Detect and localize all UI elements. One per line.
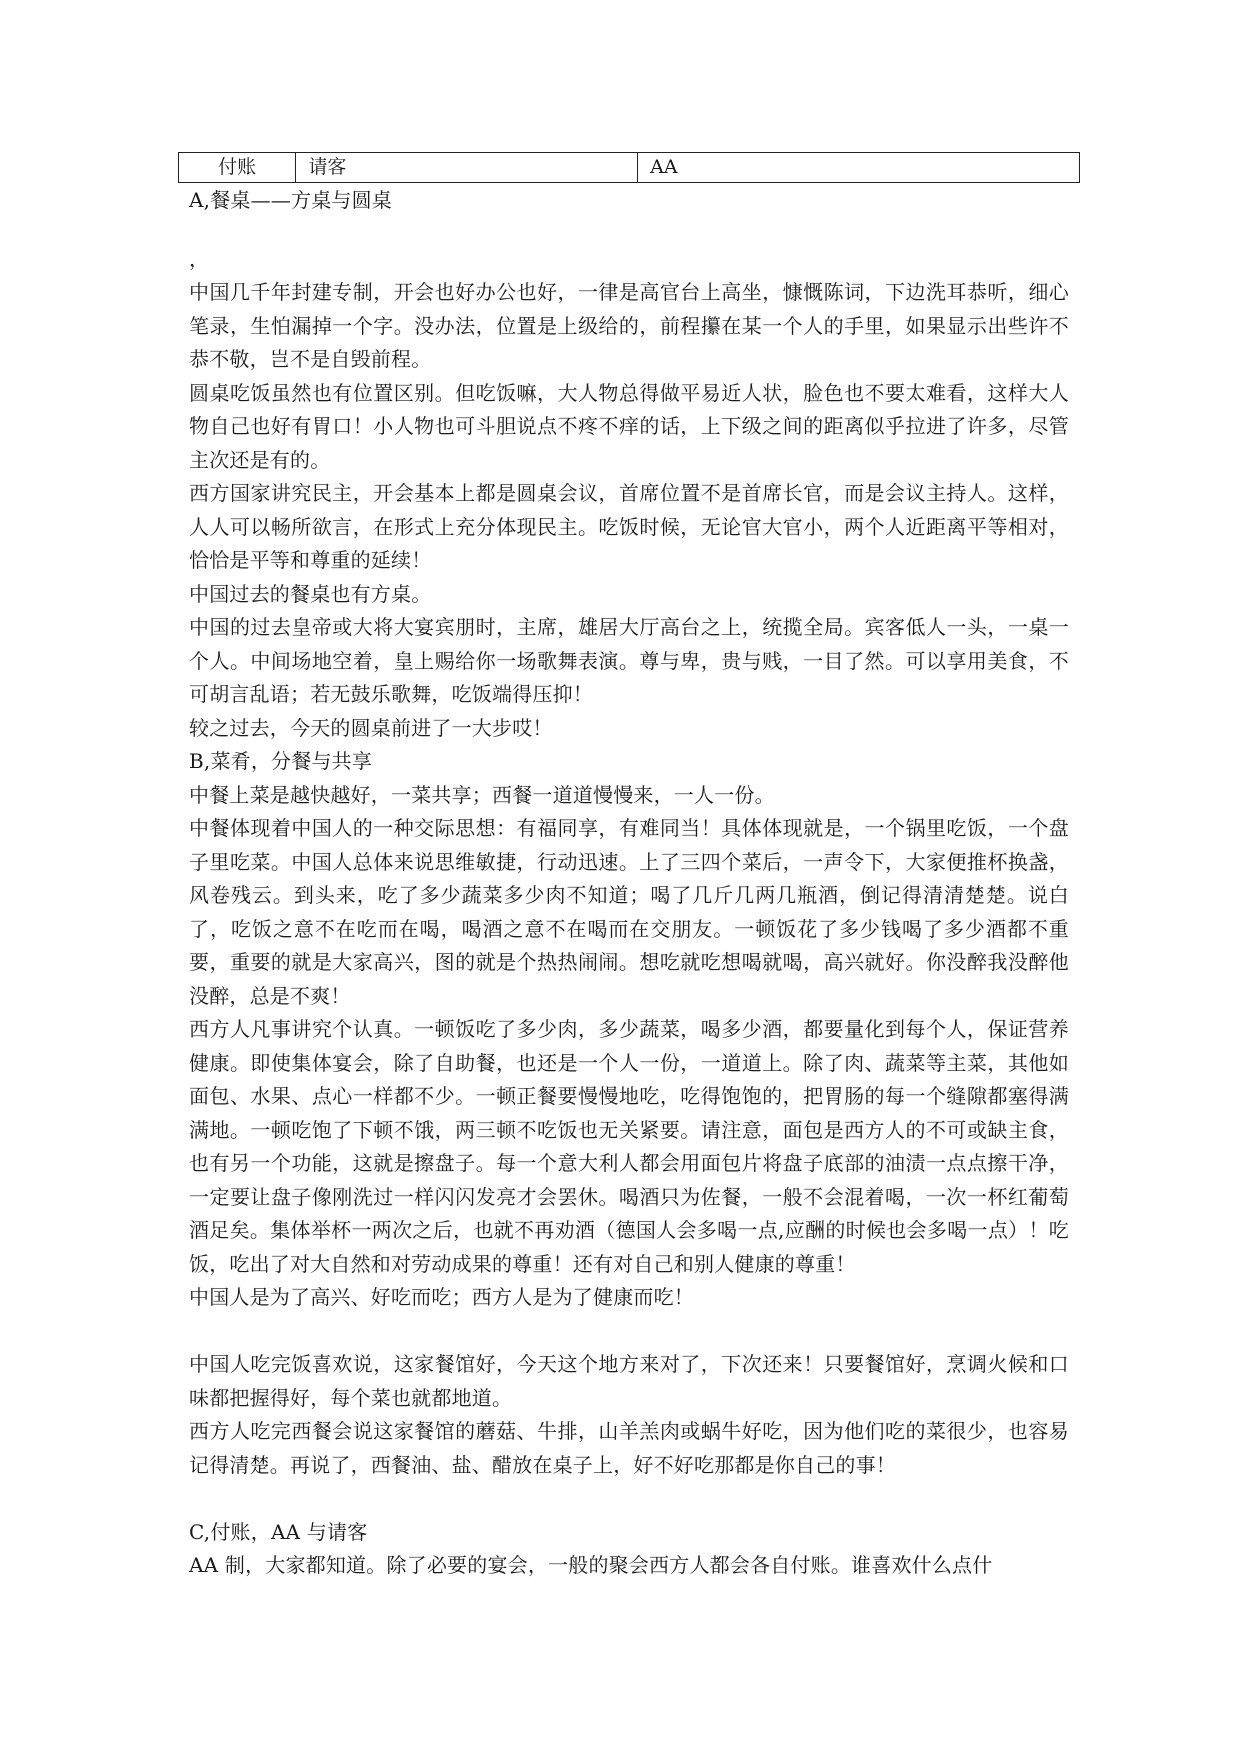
header-table <box>178 152 1080 183</box>
paragraph: 中国的过去皇帝或大将大宴宾朋时，主席，雄居大厅高台之上，统揽全局。宾客低人一头，一桌一个人。中间场地空着，皇上赐给你一场歌舞表演。尊与卑，贵与贱，一目了然。可以享用美食，不可胡言乱语；若无鼓乐歌舞，吃饭端得压抑！ <box>189 615 1069 706</box>
paragraph: 中国人是为了高兴、好吃而吃；西方人是为了健康而吃！ <box>189 1285 694 1309</box>
paragraph: 中国人吃完饭喜欢说，这家餐馆好，今天这个地方来对了，下次还来！只要餐馆好，烹调火候和口味都把握得好，每个菜也就都地道。 <box>189 1352 1069 1410</box>
paragraph: 西方国家讲究民主，开会基本上都是圆桌会议，首席位置不是首席长官，而是会议主持人。这样，人人可以畅所欲言，在形式上充分体现民主。吃饭时候，无论官大官小，两个人近距离平等相对，恰恰是平等和尊重的延续！ <box>189 481 1069 572</box>
section-heading-b: B,菜肴，分餐与共享 <box>189 749 373 773</box>
paragraph: 中餐体现着中国人的一种交际思想：有福同享，有难同当！具体体现就是，一个锅里吃饭，一个盘子里吃菜。中国人总体来说思维敏捷，行动迅速。上了三四个菜后，一声令下，大家便推杯换盏，风卷残云。到头来，吃了多少蔬菜多少肉不知道；喝了几斤几两几瓶酒，倒记得清清楚楚。说白了，吃饭之意不在吃而在喝，喝酒之意不在喝而在交朋友。一顿饭花了多少钱喝了多少酒都不重要，重要的就是大家高兴，图的就是个热热闹闹。想吃就吃想喝就喝，高兴就好。你没醉我没醉他没醉，总是不爽！ <box>189 816 1069 1008</box>
stray-comma: ， <box>189 246 210 271</box>
paragraph: 中国过去的餐桌也有方桌。 <box>189 581 432 606</box>
table-cell-aa: AA <box>638 153 1080 183</box>
table-cell-pay: 付账 <box>179 153 296 183</box>
paragraph: 较之过去，今天的圆桌前进了一大步哎！ <box>189 715 553 740</box>
document-body <box>189 184 1069 1583</box>
table-cell-treat: 请客 <box>296 153 638 183</box>
section-heading-a: A,餐桌——方桌与圆桌 <box>189 188 393 212</box>
paragraph: 圆桌吃饭虽然也有位置区别。但吃饭嘛，大人物总得做平易近人状，脸色也不要太难看，这样大人物自己也好有胃口！小人物也可斗胆说点不疼不痒的话，上下级之间的距离似乎拉进了许多，尽管主次还是有的。 <box>189 380 1069 472</box>
paragraph: 西方人吃完西餐会说这家餐馆的蘑菇、牛排，山羊羔肉或蜗牛好吃，因为他们吃的菜很少，也容易记得清楚。再说了，西餐油、盐、醋放在桌子上，好不好吃那都是你自己的事！ <box>189 1419 1069 1477</box>
blank-line <box>189 1482 1069 1516</box>
paragraph: 西方人凡事讲究个认真。一顿饭吃了多少肉，多少蔬菜，喝多少酒，都要量化到每个人，保证营养健康。即使集体宴会，除了自助餐，也还是一个人一份，一道道上。除了肉、蔬菜等主菜，其他如面包、水果、点心一样都不少。一顿正餐要慢慢地吃，吃得饱饱的，把胃肠的每一个缝隙都塞得满满地。一顿吃饱了下顿不饿，两三顿不吃饭也无关紧要。请注意，面包是西方人的不可或缺主食，也有另一个功能，这就是擦盘子。每一个意大利人都会用面包片将盘子底部的油渍一点点擦干净，一定要让盘子像刚洗过一样闪闪发亮才会罢休。喝酒只为佐餐，一般不会混着喝，一次一杯红葡萄酒足矣。集体举杯一两次之后，也就不再劝酒（德国人会多喝一点,应酬的时候也会多喝一点）！吃饭，吃出了对大自然和对劳动成果的尊重！还有对自己和别人健康的尊重！ <box>189 1017 1069 1276</box>
paragraph: 中餐上菜是越快越好，一菜共享；西餐一道道慢慢来，一人一份。 <box>189 782 775 807</box>
paragraph: 中国几千年封建专制，开会也好办公也好，一律是高官台上高坐，慷慨陈词，下边洗耳恭听，细心笔录，生怕漏掉一个字。没办法，位置是上级给的，前程攥在某一个人的手里，如果显示出些许不恭不敬，岂不是自毁前程。 <box>189 280 1069 371</box>
blank-line <box>189 1315 1069 1349</box>
table-row <box>179 153 1080 183</box>
paragraph: AA 制，大家都知道。除了必要的宴会，一般的聚会西方人都会各自付账。谁喜欢什么点什 <box>189 1553 993 1577</box>
section-heading-c: C,付账，AA 与请客 <box>189 1519 368 1544</box>
